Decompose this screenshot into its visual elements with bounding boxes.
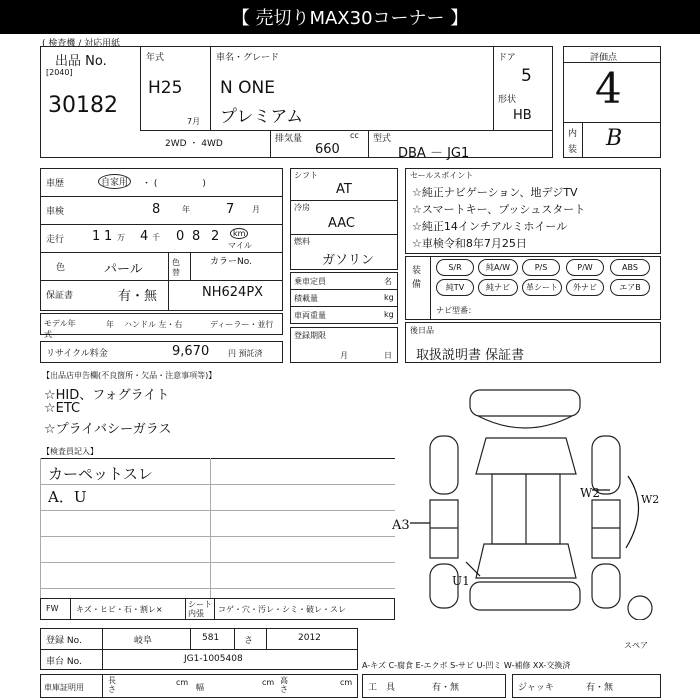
tools-value: 有・無: [432, 683, 460, 693]
mileage-d5: 8: [192, 229, 201, 244]
shift-label: シフト: [294, 171, 318, 180]
year-month: 7月: [187, 117, 201, 126]
inspector-line-1: カーペットスレ: [48, 465, 153, 483]
equip-sr: S/R: [436, 259, 474, 276]
warranty-value: 有・無: [118, 289, 158, 304]
year-era: H25: [148, 78, 183, 98]
exhibitor-item-1: ☆HID、フォグライト: [44, 388, 170, 403]
exhibitor-label: 【出品店申告欄(不良箇所・欠品・注意事項等)】: [42, 371, 217, 380]
mileage-d1: 1: [92, 229, 101, 244]
inspection-month-unit: 月: [252, 205, 260, 214]
diagram-w2b: W2: [641, 493, 660, 506]
recycle-label: リサイクル料金: [46, 349, 108, 359]
interior-label1: 内: [568, 129, 578, 139]
grade: プレミアム: [220, 107, 304, 127]
inspection-month: 7: [226, 202, 235, 217]
mileage-u2: 千: [152, 233, 160, 242]
capacity-label1: 乗車定員: [294, 277, 326, 286]
equip-leather: 革シート: [522, 279, 562, 296]
jack-label: ジャッキ: [518, 683, 554, 693]
fuel-value: ガソリン: [322, 253, 375, 268]
history-value: 自家用: [98, 174, 131, 189]
certificate-length: 長さ: [108, 676, 116, 694]
equip-aw: 純A/W: [478, 259, 518, 276]
recycle-value: 9,670: [172, 344, 210, 359]
sales-point-3: ☆純正14インチアルミホイール: [412, 220, 568, 233]
aircon-label: 冷房: [294, 203, 310, 212]
chassis-label: 車台 No.: [46, 657, 82, 667]
equip-pw: P/W: [566, 259, 604, 276]
displacement-label: 排気量: [275, 134, 303, 144]
displacement-unit: cc: [350, 131, 359, 140]
equip-airbag: エアB: [610, 279, 650, 296]
inspection-year: 8: [152, 202, 161, 217]
equip-ext-navi: 外ナビ: [566, 279, 604, 296]
certificate-cm3: cm: [340, 678, 353, 687]
legend-fw-text: キズ・ヒビ・石・割レ×: [76, 605, 163, 614]
drive-text: 2WD ・ 4WD: [165, 139, 223, 149]
diagram-spare: スペア: [624, 641, 648, 650]
type-value: DBA － JG1: [398, 146, 470, 161]
mileage-u1: 万: [117, 233, 125, 242]
type-label: 型式: [373, 134, 392, 144]
later-label: 後日品: [410, 326, 434, 335]
chassis-value: JG1-1005408: [184, 654, 243, 664]
history-label: 車歴: [46, 179, 65, 189]
color-no-label: カラーNo.: [210, 257, 252, 267]
score-value: 4: [595, 64, 622, 113]
mileage-label: 走行: [46, 235, 65, 245]
lot-label: 出品 No.: [55, 54, 107, 69]
certificate-cm1: cm: [176, 678, 189, 687]
inspection-label: 車検: [46, 207, 65, 217]
interior-label2: 装: [568, 145, 578, 155]
registration-label: 登録 No.: [46, 636, 82, 646]
interior-value: B: [606, 126, 623, 151]
equip-abs: ABS: [610, 259, 650, 276]
registration-num1: 581: [202, 633, 220, 643]
legend-sheet-text: コゲ・穴・汚レ・シミ・破レ・スレ: [218, 605, 346, 614]
sales-point-4: ☆車検令和8年7月25日: [412, 237, 527, 250]
capacity-unit2: kg: [384, 293, 394, 302]
equip-navi: 純ナビ: [478, 279, 518, 296]
recycle-unit: 円 預託済: [228, 349, 263, 358]
jack-value: 有・無: [586, 683, 614, 693]
tools-label: 工 具: [368, 683, 396, 693]
mileage-d2: 1: [104, 229, 113, 244]
color-change-label: 色替: [172, 258, 180, 277]
legend-fw: FW: [46, 604, 59, 613]
mileage-unit-km: km: [230, 228, 248, 239]
capacity-unit3: kg: [384, 310, 394, 319]
model-year-dealer: ディーラー・並行: [210, 320, 274, 329]
car-damage-diagram: [400, 378, 670, 620]
equip-ps: P/S: [522, 259, 560, 276]
inspection-year-unit: 年: [182, 205, 190, 214]
doors-label: ドア: [498, 53, 516, 63]
color-label: 色: [56, 263, 66, 273]
score-label: 評価点: [590, 53, 618, 63]
inspector-line-2: A．U: [48, 488, 87, 506]
capacity-label3: 車両重量: [294, 311, 326, 320]
year-label: 年式: [146, 53, 165, 63]
equip-navi-model: ナビ型番：: [436, 306, 476, 315]
color-value: パール: [104, 262, 143, 277]
model-year-label: モデル年式: [44, 319, 76, 339]
reg-period-label: 登録期限: [294, 331, 326, 340]
diagram-u1: U1: [452, 574, 470, 588]
diagram-w2a: W2: [580, 486, 600, 500]
name-label: 車名・グレード: [216, 53, 280, 63]
sales-points-label: セールスポイント: [410, 171, 474, 180]
model-year-handle: ハンドル 左・右: [124, 320, 183, 329]
registration-area: 岐阜: [134, 636, 153, 646]
registration-kana: さ: [244, 636, 254, 646]
sales-point-2: ☆スマートキー、プッシュスタート: [412, 203, 586, 216]
aircon-value: AAC: [328, 216, 355, 231]
mileage-unit-mile: マイル: [228, 241, 252, 250]
lot-code: [2040]: [46, 68, 73, 77]
certificate-cm2: cm: [262, 678, 275, 687]
diagram-a3: A3: [392, 518, 410, 533]
mileage-d3: 4: [140, 229, 149, 244]
model-year-year: 年: [106, 320, 114, 329]
color-no-value: NH624PX: [202, 285, 264, 300]
history-rest: ・ ( ): [142, 179, 206, 189]
later-value: 取扱説明書 保証書: [416, 348, 525, 363]
certificate-label: 車庫証明用: [44, 683, 84, 692]
mileage-d6: 2: [211, 229, 220, 244]
capacity-unit1: 名: [384, 277, 392, 286]
sales-point-1: ☆純正ナビゲーション、地デジTV: [412, 186, 578, 199]
shift-value: AT: [336, 182, 352, 197]
model-name: N ONE: [220, 78, 275, 98]
equipment-label: 装備: [412, 266, 422, 290]
capacity-label2: 積載量: [294, 294, 318, 303]
mileage-d4: 0: [176, 229, 185, 244]
shape-label: 形状: [498, 95, 517, 105]
inspector-label: 【検査員記入】: [42, 447, 98, 456]
legend-codes: A-キズ C-腐食 E-エクボ S-サビ U-凹ミ W-補修 XX-交換済: [362, 661, 571, 670]
legend-sheet: シート 内張: [188, 600, 212, 618]
displacement-value: 660: [315, 142, 340, 157]
shape-value: HB: [513, 108, 532, 123]
reg-period-month: 月: [340, 351, 348, 360]
exhibitor-item-3: ☆プライバシーガラス: [44, 422, 172, 437]
doors-value: 5: [521, 66, 532, 86]
exhibitor-item-2: ☆ETC: [44, 401, 81, 416]
equip-tv: 純TV: [436, 279, 474, 296]
warranty-label: 保証書: [46, 291, 74, 301]
fuel-label: 燃料: [294, 237, 310, 246]
certificate-height: 高さ: [280, 676, 288, 694]
top-note: ( 検査機 / 対応用紙: [42, 39, 121, 49]
header-title: 【 売切りMAX30コーナー 】: [231, 8, 469, 29]
lot-number: 30182: [48, 93, 118, 118]
certificate-width: 幅: [196, 683, 204, 692]
registration-num2: 2012: [298, 633, 321, 643]
reg-period-day: 日: [384, 351, 392, 360]
